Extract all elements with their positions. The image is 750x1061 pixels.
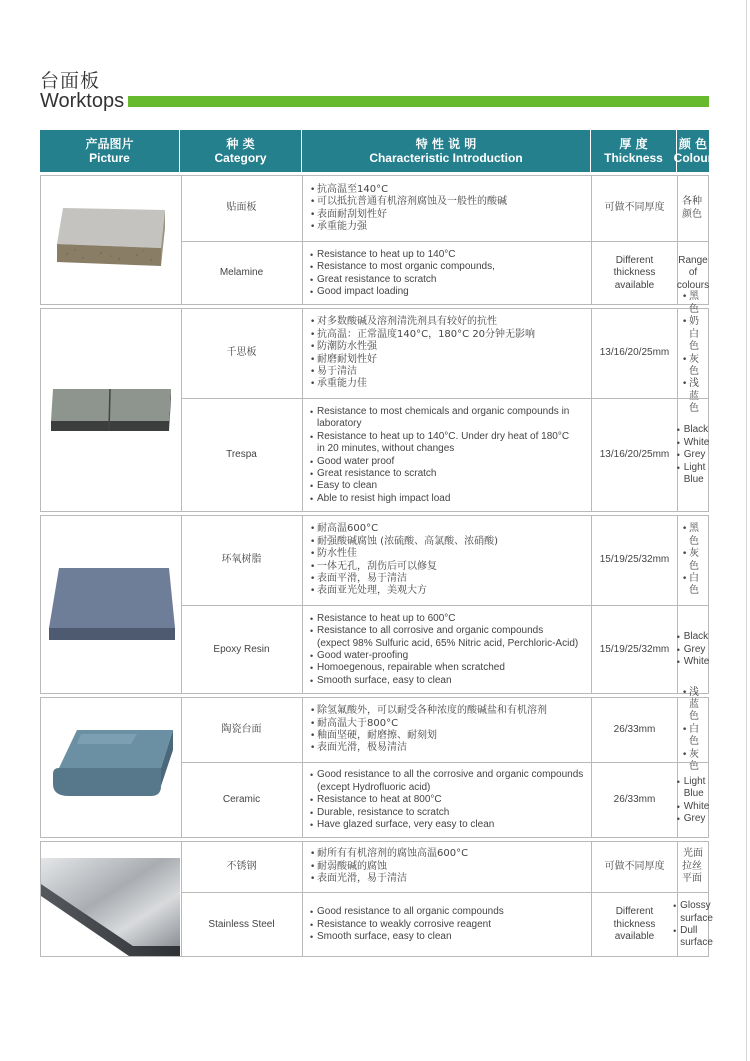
feature-item: • Great resistance to scratch [310,274,495,286]
colour-cn: 各种颜色 [682,196,702,220]
colour-item: • Grey [677,813,710,825]
page-title-en: Worktops [40,90,125,112]
category-cn: 不锈钢 [181,842,303,892]
header-thickness [591,130,677,172]
feature-item: • Homoegenous, repairable when scratched [310,662,578,674]
colour-item: • 黑色 [682,523,704,548]
picture-cell [41,309,182,511]
colour-item: 光面 [683,848,703,860]
characteristic-cn [303,176,592,241]
feature-item: • 表面光滑，易于清洁 [310,873,468,885]
colour-item: • Glossy surface [673,900,713,925]
colour-item: • 白色 [682,573,704,598]
feature-item: • 承重能力强 [310,221,507,233]
colour-item: • Grey [677,644,710,656]
thickness-en: 26/33mm [592,763,678,838]
colour-item: • 白色 [682,724,704,749]
characteristic-en [303,242,592,305]
product-block-epoxy-resin [40,515,709,694]
colour-item: 拉丝平面 [682,860,702,885]
feature-item: • 可以抵抗普通有机溶剂腐蚀及一般性的酸碱 [310,196,507,208]
colour-en [678,763,708,838]
header-characteristic-en: Characteristic Introduction [369,151,523,165]
picture-cell [41,176,182,304]
colour-item: • White [677,801,710,813]
feature-item: • Have glazed surface, very easy to clean [310,819,583,831]
feature-item: • Good resistance to all organic compounds [310,906,504,918]
feature-item: • Resistance to heat up to 140°C [310,249,495,261]
colour-item: • 黑色 [682,291,704,316]
feature-item: • Smooth surface, easy to clean [310,931,504,943]
melamine-board-image [53,204,171,278]
thickness-cn: 可做不同厚度 [592,176,678,241]
feature-item: • Able to resist high impact load [310,493,569,505]
header-thickness-cn: 厚 度 [619,137,648,151]
table-row [181,605,708,694]
colour-cn [678,842,708,892]
characteristic-en [303,606,592,694]
product-block-melamine [40,175,709,305]
colour-item: • Light Blue [677,776,710,801]
table-row [181,516,708,605]
colour-en [678,399,708,512]
feature-item: • 釉面坚硬，耐磨擦、耐刻划 [310,730,547,742]
table-row [181,241,708,305]
header-picture-en: Picture [89,151,130,165]
feature-item: • Resistance to weakly corrosive reagent [310,919,504,931]
colour-item: • 灰色 [682,548,704,573]
header-characteristic [302,130,591,172]
characteristic-cn [303,309,592,398]
feature-item: • 耐强酸碱腐蚀 (浓硫酸、高氯酸、浓硝酸) [310,536,498,548]
feature-item: • Resistance to most organic compounds, [310,261,495,273]
table-row [181,398,708,512]
colour-en: Range of colours [676,254,710,291]
feature-item: • 表面亚光处理，美观大方 [310,585,498,597]
characteristic-cn [303,842,592,892]
colour-item: • Dull surface [673,925,713,950]
feature-item: • 耐弱酸碱的腐蚀 [310,861,468,873]
feature-item: • Smooth surface, easy to clean [310,675,578,687]
feature-item: • 承重能力佳 [310,378,535,390]
feature-item: in 20 minutes, without changes [317,443,455,455]
feature-item: • 对多数酸碱及溶剂清洗剂具有较好的抗性 [310,316,535,328]
picture-cell [41,698,182,837]
header-category-cn: 种 类 [226,137,255,151]
feature-item: • 表面光滑，极易清洁 [310,742,547,754]
colour-item: • Light Blue [677,462,710,487]
table-row [181,176,708,241]
feature-item: • Resistance to most chemicals and organic compounds in [310,406,569,418]
feature-item: • 表面平滑，易于清洁 [310,573,498,585]
table-row [181,686,708,773]
thickness-cn: 13/16/20/25mm [592,309,678,398]
thickness-en: 15/19/25/32mm [592,606,678,694]
picture-cell [41,516,182,693]
colour-item: • 浅蓝色 [682,687,704,724]
table-header [40,130,713,172]
colour-item: • 浅蓝色 [682,378,704,415]
ceramic-board-image [47,724,177,804]
thickness-en: Different thickness available [592,893,678,957]
colour-item: • White [677,656,710,668]
characteristic-en [303,763,592,838]
colour-en [678,893,713,957]
page-title-cn: 台面板 [40,70,101,92]
feature-item: (expect 98% Sulfuric acid, 65% Nitric acid, Perchloric-Acid) [317,637,579,649]
category-cn: 陶瓷台面 [181,698,303,762]
feature-item: • Good impact loading [310,286,495,298]
thickness-en: 13/16/20/25mm [592,399,678,512]
header-characteristic-cn: 特 性 说 明 [415,137,477,151]
colour-item: • Black [677,631,710,643]
feature-item: • 防潮防水性强 [310,341,535,353]
header-category-en: Category [214,151,267,165]
feature-item: • 除氢氟酸外，可以耐受各种浓度的酸碱盐和有机溶剂 [310,705,547,717]
trespa-board-image [47,385,177,439]
characteristic-en [303,893,592,957]
feature-item: • Good water-proofing [310,650,578,662]
colour-cn [678,516,708,605]
colour-item: • 奶白色 [682,316,704,353]
header-thickness-en: Thickness [604,151,663,165]
feature-item: • 防水性佳 [310,548,498,560]
picture-cell [41,842,182,956]
colour-item: • 灰色 [682,354,704,379]
category-cn: 贴面板 [181,176,303,241]
characteristic-cn [303,698,592,762]
feature-item: laboratory [317,418,362,430]
feature-item: • 抗高温至140°C [310,184,507,196]
feature-item: • 表面耐刮划性好 [310,209,507,221]
product-block-ceramic [40,686,710,838]
thickness-cn: 可做不同厚度 [592,842,678,892]
feature-item: • Great resistance to scratch [310,468,569,480]
feature-item: • Resistance to heat up to 600°C [310,613,578,625]
header-colour-cn: 颜 色 [678,137,708,151]
table-row [181,762,708,838]
thickness-cn: 26/33mm [592,698,678,762]
colour-item: • Grey [677,449,710,461]
category-cn: 千思板 [181,309,303,398]
category-cn: 环氧树脂 [181,516,303,605]
category-en: Epoxy Resin [181,606,303,694]
colour-cn [678,686,708,773]
feature-item: • Resistance to heat up to 140°C. Under dry heat of 180°C [310,431,569,443]
feature-item: • 抗高温：正常温度140°C，180°C 20分钟无影响 [310,329,535,341]
feature-item: • Easy to clean [310,480,569,492]
characteristic-cn [303,516,592,605]
header-picture [40,130,180,172]
feature-item: • 耐高温大于800°C [310,718,547,730]
category-en: Ceramic [181,763,303,838]
category-en: Trespa [181,399,303,512]
feature-item: • Good resistance to all the corrosive and organic compounds [310,769,583,781]
table-row [181,842,708,892]
feature-item: • 耐高温600°C [310,523,498,535]
feature-item: • 一体无孔，刮伤后可以修复 [310,561,498,573]
category-en: Melamine [181,242,303,305]
feature-item: • 耐磨耐划性好 [310,354,535,366]
thickness-cn: 15/19/25/32mm [592,516,678,605]
feature-item: • Resistance to heat at 800°C [310,794,583,806]
header-colour-en: Colour [673,151,713,165]
colour-item: • 灰色 [682,749,704,774]
colour-item: • White [677,437,710,449]
thickness-en: Different thickness available [592,242,678,305]
feature-item: • 耐所有有机溶剂的腐蚀高温600°C [310,848,468,860]
colour-cn [678,291,708,415]
epoxy-resin-board-image [45,564,179,648]
stainless-steel-board-image [41,842,180,956]
characteristic-en [303,399,592,512]
colour-item: • Black [677,424,710,436]
header-category [180,130,302,172]
feature-item: (except Hydrofluoric acid) [317,781,431,793]
feature-item: • Durable, resistance to scratch [310,807,583,819]
product-block-stainless-steel [40,841,713,957]
feature-item: • 易于清洁 [310,366,535,378]
feature-item: • Good water proof [310,456,569,468]
title-accent-bar [128,96,709,107]
table-row [181,892,713,957]
feature-item: • Resistance to all corrosive and organic compounds [310,625,578,637]
colour-en [678,606,708,694]
header-picture-cn: 产品图片 [85,137,134,151]
header-colour [673,130,713,172]
category-en: Stainless Steel [181,893,303,957]
